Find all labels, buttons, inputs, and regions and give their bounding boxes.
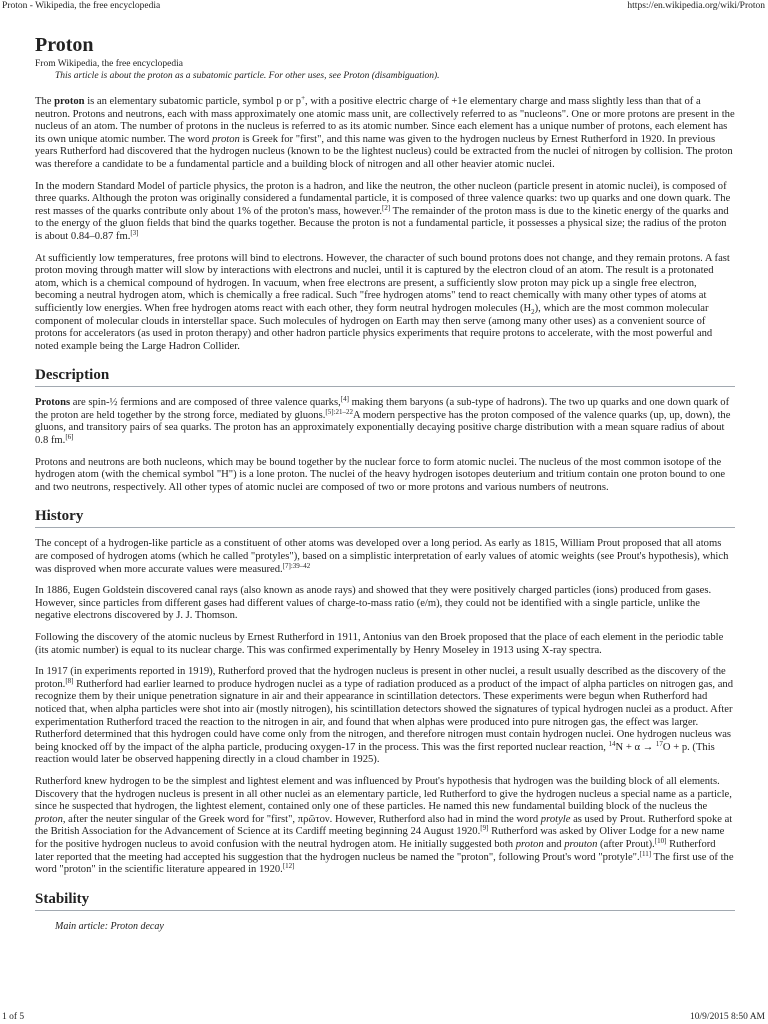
history-paragraph-4: In 1917 (in experiments reported in 1919), Rutherford proved that the hydrogen nucleus is present in other nuclei, a result usually described as the discovery of the proton.[8] Rutherford had earlier learned to produce hydrogen nuclei as a type of radiation produced as a product of the impact of alpha particles on nitrogen gas, and recognize them by their unique penetration signature in air and their appearance in scintillation detectors. These experiments were begun when Rutherford had noticed that, when alpha particles were shot into air (mostly nitrogen), his scintillation detectors showed the signatures of typical hydrogen nuclei as a product. After experimentation Rutherford traced the reaction to the nitrogen in air, and found that when alphas were produced into pure nitrogen gas, the effect was larger. Rutherford determined that this hydrogen could have come only from the nitrogen, and therefore nitrogen must contain hydrogen nuclei. One hydrogen nucleus was being knocked off by the impact of the alpha particle, producing oxygen-17 in the process. This was the first reported nuclear reaction, $^{14}$N + α → $^{17}$O + p. (This reaction would later be observed happening directly in a cloud chamber in 1925). xyxy=(35,666,733,766)
history-paragraph-1: The concept of a hydrogen-like particle as a constituent of other atoms was developed over a long period. As early as 1815, William Prout proposed that all atoms are composed of hydrogen atoms (which he called "protyles"), based on a simplistic interpretation of early values of atomic weights (see Prout's hypothesis), which was disproved when more accurate values were measured.$^{[7]:39-42}$ xyxy=(35,538,729,575)
section-heading-description: Description xyxy=(35,366,735,387)
citation-link[interactable]: [7]:39–42 xyxy=(282,561,311,570)
citation-link[interactable]: [6] xyxy=(65,433,74,442)
section-heading-stability: Stability xyxy=(35,890,735,911)
citation-link[interactable]: [3] xyxy=(130,228,139,237)
history-paragraph-3: Following the discovery of the atomic nucleus by Ernest Rutherford in 1911, Antonius van den Broek proposed that the place of each element in the periodic table (its atomic number) is equal to its nuclear charge. This was confirmed experimentally by Henry Moseley in 1913 using X-ray spectra. xyxy=(35,632,724,656)
citation-link[interactable]: [5]:21–22 xyxy=(325,407,353,416)
term-proton: proton xyxy=(54,96,85,107)
print-header-title: Proton - Wikipedia, the free encyclopedia xyxy=(2,1,161,11)
print-header xyxy=(0,0,768,14)
intro-paragraph-3: At sufficiently low temperatures, free protons will bind to electrons. However, the character of such bound protons does not change, and they remain protons. A fast proton moving through matter will slow by interactions with electrons and nuclei, until it is captured by the electron cloud of an atom. The result is a protonated atom, which is a chemical compound of hydrogen. In vacuum, when free electrons are present, a sufficiently slow proton may pick up a single free electron, becoming a neutral hydrogen atom, which is chemically a free radical. Such "free hydrogen atoms" tend to react chemically with many other types of atoms at sufficiently low energies. When free hydrogen atoms react with each other, they form neutral hydrogen molecules $(H_2)$, which are the most common molecular component of molecular clouds in interstellar space. Such molecules of hydrogen on Earth may then serve (among many other uses) as a convenient source of protons for accelerators (as used in proton therapy) and other hadron particle physics experiments that require protons to accelerate, with the most powerful and noted example being the Large Hadron Collider. xyxy=(35,252,730,352)
citation-link[interactable]: [4] xyxy=(340,395,349,404)
citation-link[interactable]: [10] xyxy=(654,836,667,845)
term-protons: Protons xyxy=(35,397,71,409)
citation-link[interactable]: [8] xyxy=(65,676,74,685)
intro-paragraph-2: In the modern Standard Model of particle physics, the proton is a hadron, and like the neutron, the other nucleon (particle present in atomic nuclei), is composed of three quarks. Although the proton was originally considered a fundamental particle, it is composed of three valence quarks: two up quarks and one down quark. The rest masses of the quarks contribute only about 1% of the proton's mass, however.[2] The remainder of the proton mass is due to the kinetic energy of the quarks and to the energy of the gluon fields that bind the quarks together. Because the proton is not a fundamental particle, it possesses a physical size; the radius of the proton is about 0.84–0.87 fm.[3] xyxy=(35,180,731,242)
citation-link[interactable]: [12] xyxy=(282,862,295,871)
site-subtitle: From Wikipedia, the free encyclopedia xyxy=(35,59,183,69)
citation-link[interactable]: [9] xyxy=(480,824,489,833)
citation-link[interactable]: [2] xyxy=(382,203,391,212)
history-paragraph-2: In 1886, Eugen Goldstein discovered canal rays (also known as anode rays) and showed that they were positively charged particles (ions) produced from gases. However, since particles from different gases had different values of charge-to-mass ratio (e/m), they could not be identified with a single particle, unlike the negative electrons discovered by J. J. Thomson. xyxy=(35,585,712,622)
page-number: 1 of 5 xyxy=(2,1012,25,1022)
citation-link[interactable]: [11] xyxy=(639,849,652,858)
print-timestamp: 10/9/2015 8:50 AM xyxy=(690,1012,765,1022)
description-paragraph-2: Protons and neutrons are both nucleons, which may be bound together by the nuclear force to form atomic nuclei. The nucleus of the most common isotope of the hydrogen atom (with the chemical symbol "H") is a lone proton. The nuclei of the heavy hydrogen isotopes deuterium and tritium contain one proton bound to one and two neutrons, respectively. All other types of atomic nuclei are composed of two or more protons and various numbers of neutrons. xyxy=(35,456,726,493)
section-heading-history: History xyxy=(35,507,735,528)
print-header-url: https://en.wikipedia.org/wiki/Proton xyxy=(627,1,765,11)
intro-paragraph-1: The proton is an elementary subatomic particle, symbol p or p+, with a positive electric charge of +1e elementary charge and mass slightly less than that of a neutron. Protons and neutrons, each with mass approximately one atomic mass unit, are collectively referred to as "nucleons". One or more protons are present in the nucleus of an atom. The number of protons in the nucleus is referred to as its atomic number. Since each element has a unique number of protons, each element has its own unique atomic number. The word proton is Greek for "first", and this name was given to the hydrogen nucleus by Ernest Rutherford in 1920. In previous years Rutherford had discovered that the hydrogen nucleus (known to be the lightest nucleus) could be extracted from the nuclei of nitrogen by collision. The proton was therefore a candidate to be a fundamental particle and a building block of nitrogen and all other heavier atomic nuclei. xyxy=(35,94,735,170)
hatnote[interactable]: This article is about the proton as a subatomic particle. For other uses, see Proton (disambiguation). xyxy=(55,71,440,81)
history-paragraph-5: Rutherford knew hydrogen to be the simplest and lightest element and was influenced by Prout's hypothesis that hydrogen was the building block of all elements. Discovery that the hydrogen nucleus is present in all other nuclei as an elementary particle, led Rutherford to give the hydrogen nucleus a special name as a particle, since he suspected that hydrogen, the lightest element, contained only one of these particles. He named this new fundamental building block of the nucleus the proton, after the neuter singular of the Greek word for "first", πρῶτον. However, Rutherford also had in mind the word protyle as used by Prout. Rutherford spoke at the British Association for the Advancement of Science at its Cardiff meeting beginning 24 August 1920.[9] Rutherford was asked by Oliver Lodge for a new name for the positive hydrogen nucleus to avoid confusion with the neutral hydrogen atom. He initially suggested both proton and prouton (after Prout).[10] Rutherford later reported that the meeting had accepted his suggestion that the hydrogen nucleus be named the "proton", following Prout's word "protyle".[11] The first use of the word "proton" in the scientific literature appeared in 1920.[12] xyxy=(35,775,734,876)
print-footer xyxy=(0,1010,768,1024)
main-article-link[interactable]: Main article: Proton decay xyxy=(55,920,164,932)
article-content xyxy=(35,32,735,933)
description-paragraph-1: Protons are spin-½ fermions and are composed of three valence quarks,[4] making them baryons (a sub-type of hadrons). The two up quarks and one down quark of the proton are held together by the strong force, mediated by gluons.$^{[5]:21-22}$A modern perspective has the proton composed of the valence quarks (up, up, down), the gluons, and transitory pairs of sea quarks. The proton has an approximately exponentially decaying positive charge distribution with a mean square radius of about 0.8 fm.[6] xyxy=(35,395,731,447)
page-title: Proton xyxy=(35,34,94,56)
